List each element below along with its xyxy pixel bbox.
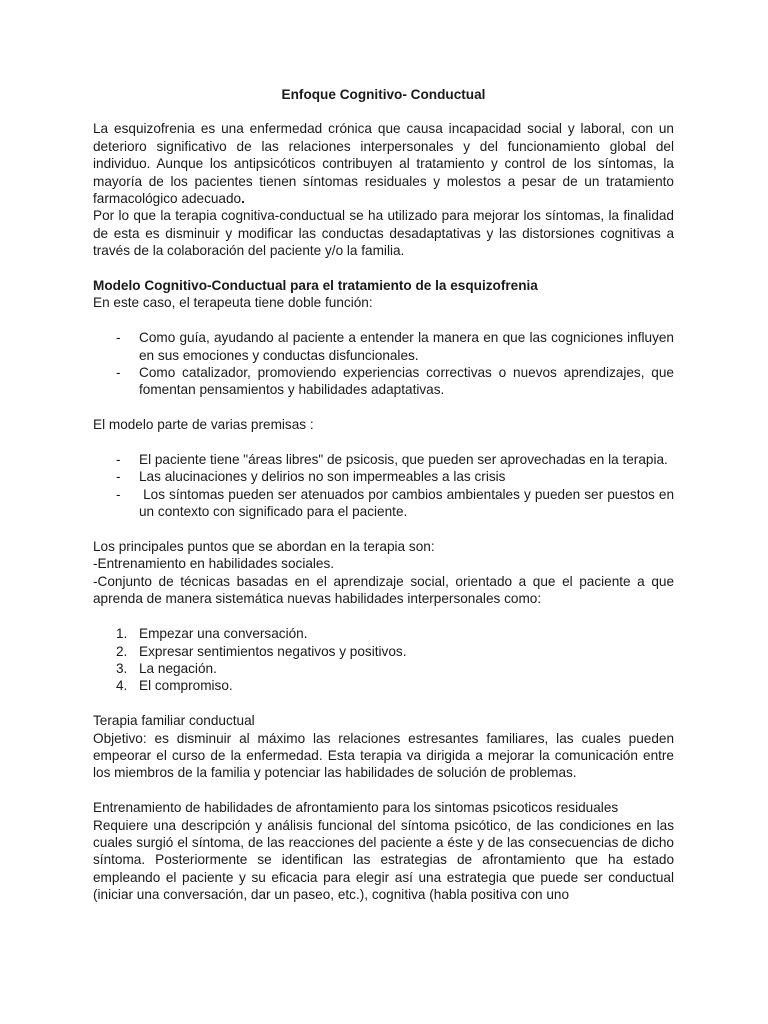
- dash-marker: -: [116, 469, 121, 485]
- list-item: [93, 677, 674, 694]
- list-item-text: El compromiso.: [139, 678, 233, 694]
- points-line-2: -Conjunto de técnicas basadas en el aprendizaje social, orientado a que el paciente a que aprenda de manera sistemática nuevas habilidades interpersonales como:: [93, 573, 674, 607]
- list-number: 3.: [116, 660, 128, 676]
- list-item: [93, 364, 674, 399]
- intro-paragraph-2: Por lo que la terapia cognitiva-conductual se ha utilizado para mejorar los síntomas, la finalidad de esta es disminuir y modificar las conductas desadaptativas y las distorsiones cognitivas a través de la colaboración del paciente y/o la familia.: [93, 208, 674, 259]
- list-item-text: Las alucinaciones y delirios no son impermeables a las crisis: [139, 469, 506, 485]
- list-item-text: Expresar sentimientos negativos y positivos.: [139, 643, 407, 659]
- list-item: [93, 329, 674, 364]
- list-number: 4.: [116, 678, 128, 694]
- document-title: Enfoque Cognitivo- Conductual: [281, 87, 486, 102]
- intro-paragraph: [93, 120, 674, 207]
- model-list: [93, 329, 674, 399]
- list-item: [93, 468, 674, 485]
- family-text: Objetivo: es disminuir al máximo las relaciones estresantes familiares, las cuales pueden empeorar el curso de la enfermedad. Esta terapia va dirigida a mejorar la comunicación entre los miembros de la familia y potenciar las habilidades de solución de problemas.: [93, 730, 674, 781]
- list-item: [93, 660, 674, 677]
- premises-lead: El modelo parte de varias premisas :: [93, 417, 314, 433]
- list-item-text: El paciente tiene "áreas libres" de psicosis, que pueden ser aprovechadas en la terapia.: [139, 452, 668, 468]
- intro-text: La esquizofrenia es una enfermedad crónica que causa incapacidad social y laboral, con un deterioro significativo de las relaciones interpersonales y del funcionamiento global del individuo. Aunque los antipsicóticos contribuyen al tratamiento y control de los síntomas, la mayoría de los pacientes tienen síntomas residuales y molestos a pesar de un tratamiento farmacológico adecuado: [93, 121, 674, 207]
- premises-list: [93, 451, 678, 521]
- dash-marker: -: [116, 330, 121, 346]
- list-item-text: Como catalizador, promoviendo experiencias correctivas o nuevos aprendizajes, que fomentan pensamientos y habilidades adaptativas.: [139, 365, 674, 398]
- list-number: 2.: [116, 643, 128, 659]
- dash-marker: -: [116, 365, 121, 381]
- dash-marker: -: [116, 452, 121, 468]
- coping-heading: Entrenamiento de habilidades de afrontamiento para los sintomas psicoticos residuales: [93, 800, 619, 816]
- model-lead: En este caso, el terapeuta tiene doble función:: [93, 295, 373, 311]
- list-item-text: La negación.: [139, 660, 217, 676]
- list-item: [93, 643, 674, 660]
- coping-text: Requiere una descripción y análisis funcional del síntoma psicótico, de las condiciones en las cuales surgió el síntoma, de las reacciones del paciente a éste y de las consecuencias de dicho síntoma. Posteriormente se identifican las estrategias de afrontamiento que ha estado empleando el paciente y su eficacia para elegir así una estrategia que puede ser conductual (iniciar una conversación, dar un paseo, etc.), cognitiva (habla positiva con uno: [93, 817, 674, 903]
- dash-marker: -: [116, 486, 121, 502]
- model-heading: Modelo Cognitivo-Conductual para el tratamiento de la esquizofrenia: [93, 278, 538, 294]
- points-lead: Los principales puntos que se abordan en la terapia son:: [93, 539, 435, 555]
- list-item: [93, 486, 678, 521]
- skills-list: [93, 625, 674, 695]
- points-line-1: -Entrenamiento en habilidades sociales.: [93, 556, 335, 572]
- intro-period: .: [241, 191, 245, 207]
- list-item-text: Empezar una conversación.: [139, 626, 308, 642]
- list-item: [93, 625, 674, 642]
- list-item-text: Los síntomas pueden ser atenuados por cambios ambientales y pueden ser puestos en un contexto con significado para el paciente.: [139, 486, 678, 520]
- list-item: [93, 451, 674, 468]
- list-number: 1.: [116, 626, 128, 642]
- family-heading: Terapia familiar conductual: [93, 713, 255, 729]
- list-item-text: Como guía, ayudando al paciente a entender la manera en que las cogniciones influyen en sus emociones y conductas disfuncionales.: [139, 330, 674, 363]
